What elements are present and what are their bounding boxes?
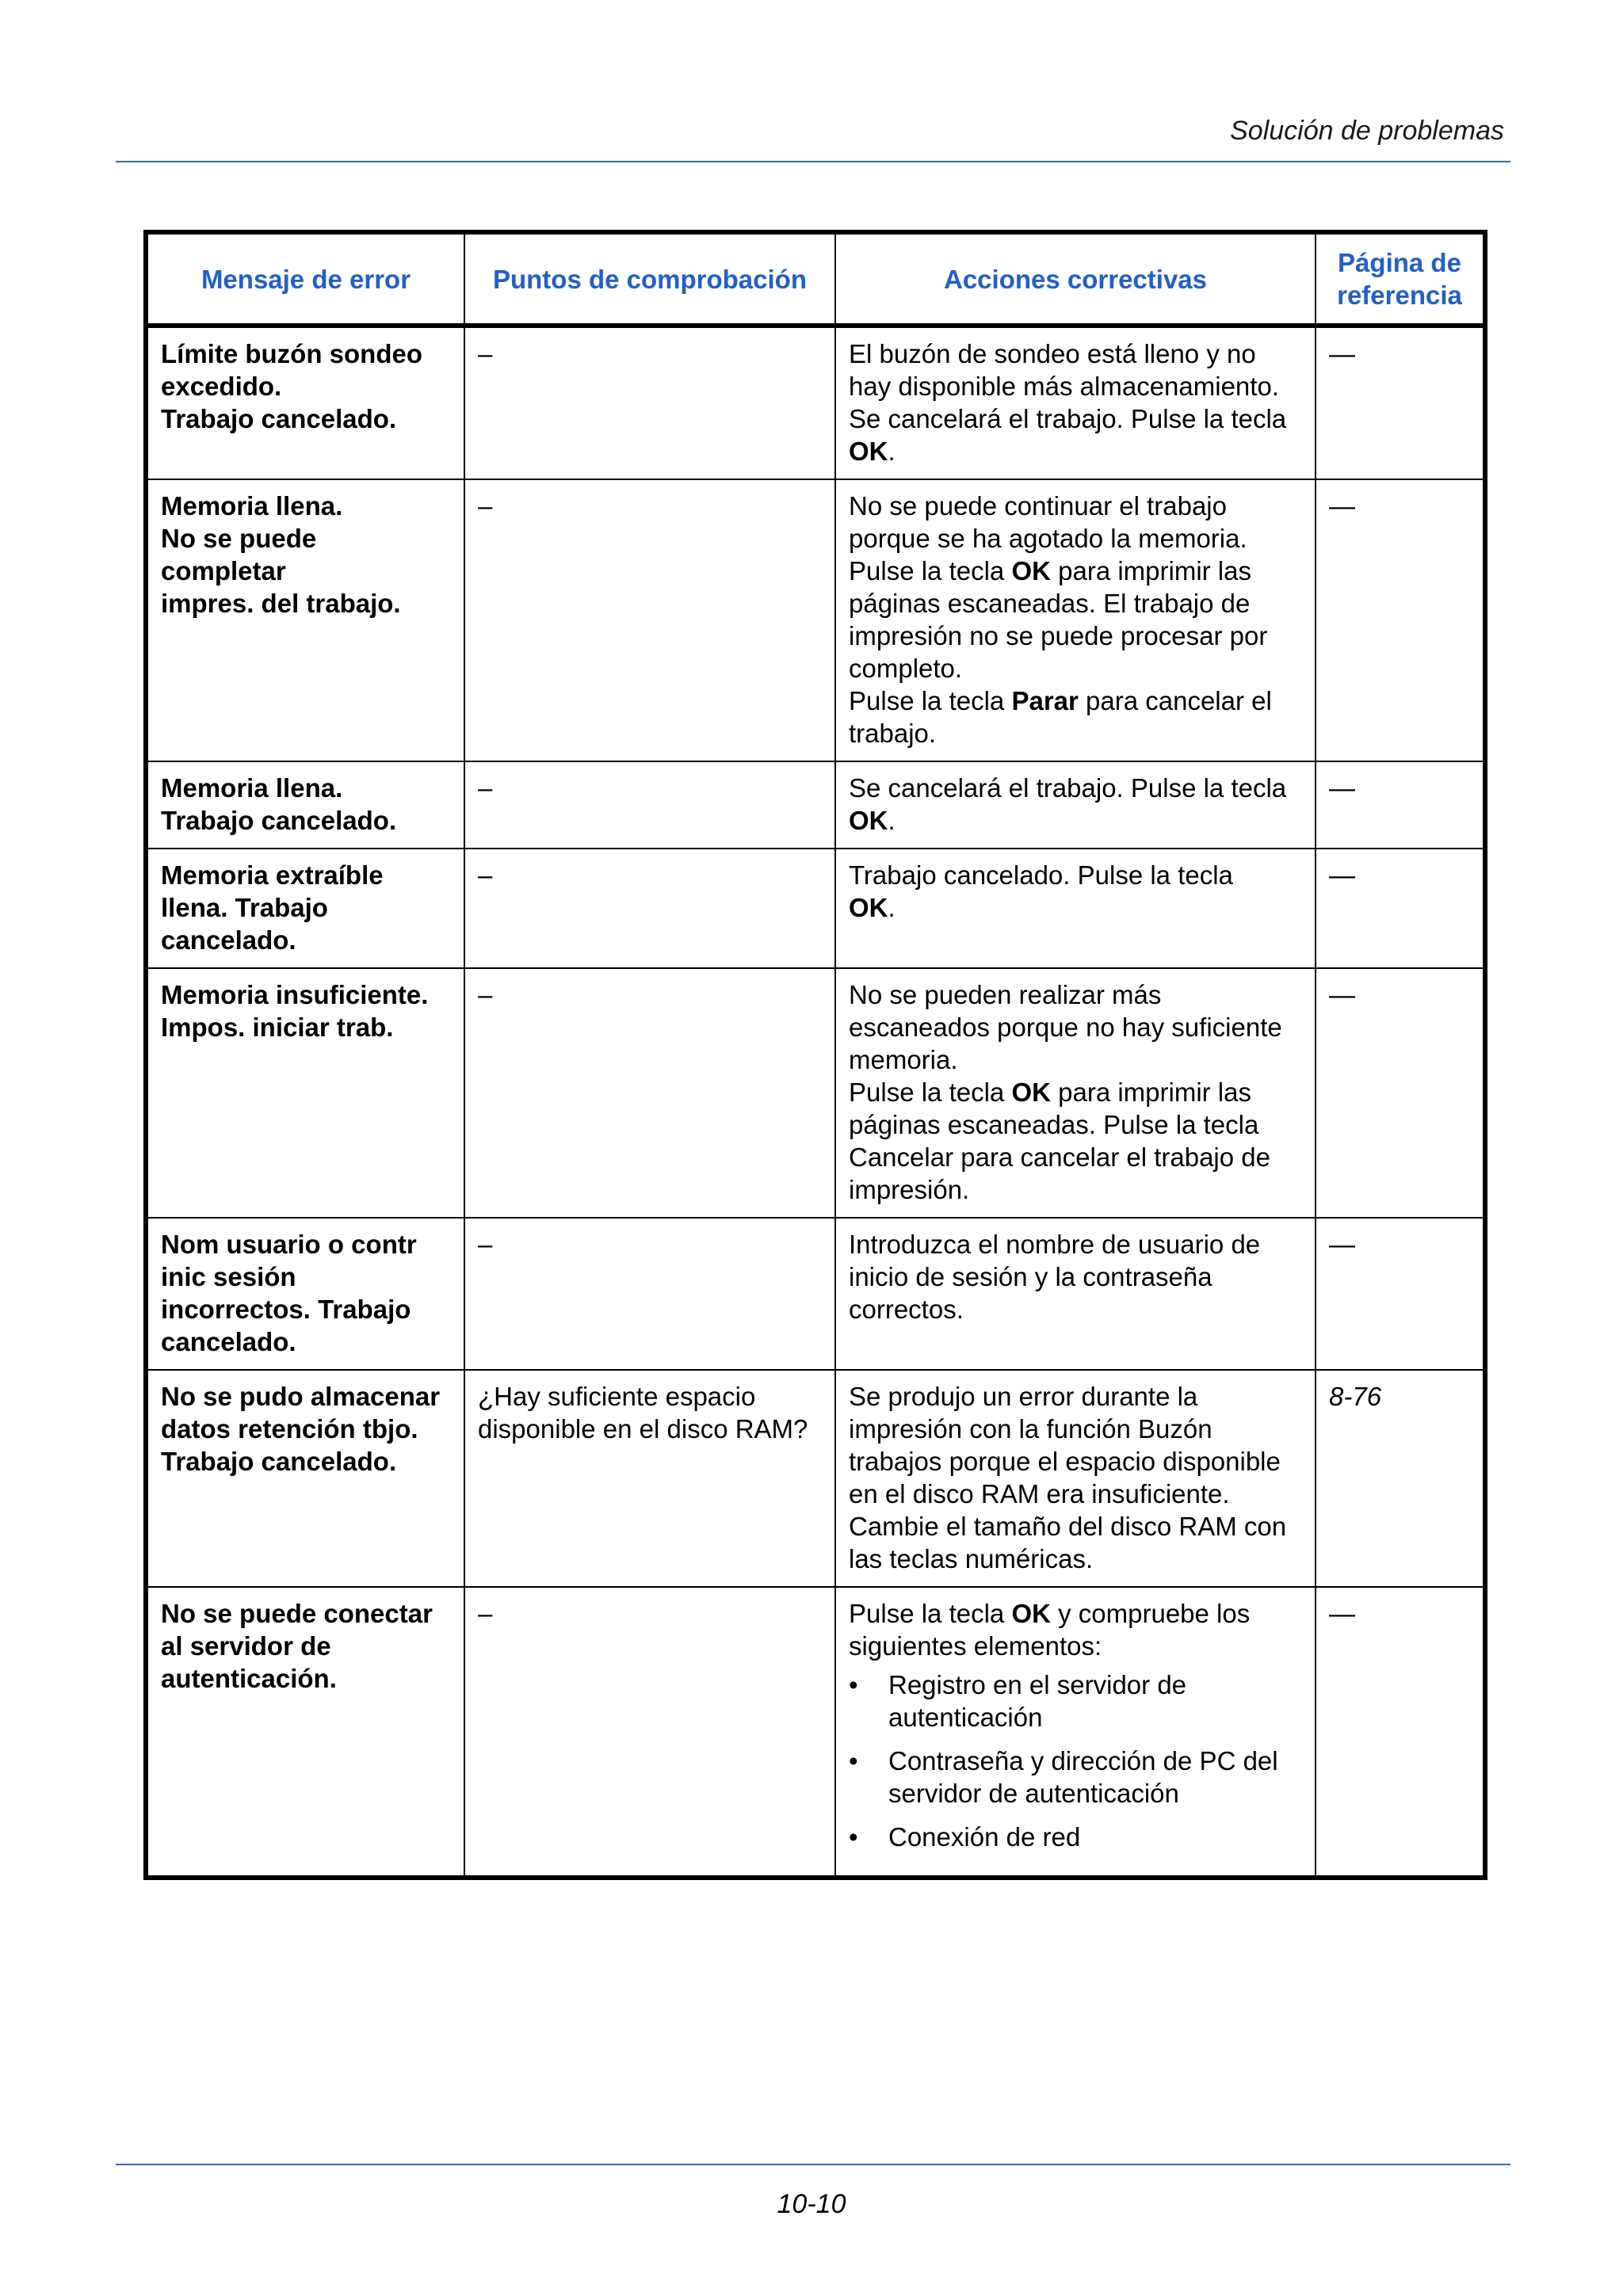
action-line xyxy=(849,435,1302,467)
action-line: Se produjo un error durante la xyxy=(849,1382,1198,1411)
check-point-line: disponible en el disco RAM? xyxy=(478,1414,808,1444)
table-row xyxy=(146,1587,1485,1878)
action-text: Pulse la tecla xyxy=(849,1599,1012,1628)
action-line: impresión no se puede procesar por xyxy=(849,621,1268,650)
page-number: 10-10 xyxy=(777,2189,846,2219)
error-message-line: Memoria insuficiente. xyxy=(161,980,429,1009)
error-message-line: inic sesión xyxy=(161,1262,296,1291)
list-item xyxy=(849,1669,1302,1733)
action-line: Introduzca el nombre de usuario de xyxy=(849,1230,1261,1259)
error-message-line: No se puede xyxy=(161,524,317,553)
error-message-line: Memoria llena. xyxy=(161,773,343,803)
error-message-cell xyxy=(146,1218,464,1370)
action-line: No se puede continuar el trabajo xyxy=(849,491,1227,521)
stop-key-label: Parar xyxy=(1011,686,1079,715)
action-text: y compruebe los xyxy=(1050,1599,1251,1628)
action-text: Pulse la tecla xyxy=(849,1077,1012,1107)
error-message-cell xyxy=(146,479,464,761)
header-rule xyxy=(116,161,1510,162)
action-line: completo. xyxy=(849,654,963,683)
error-message-line: autenticación. xyxy=(161,1664,337,1693)
action-text: Pulse la tecla xyxy=(849,686,1012,715)
error-message-line: incorrectos. Trabajo xyxy=(161,1295,411,1324)
action-line xyxy=(849,555,1302,587)
action-line xyxy=(849,804,1302,837)
action-line: El buzón de sondeo está lleno y no xyxy=(849,339,1256,368)
reference-cell: — xyxy=(1316,326,1485,479)
error-message-line: No se pudo almacenar xyxy=(161,1382,441,1411)
action-line: impresión. xyxy=(849,1175,970,1204)
column-header-reference xyxy=(1316,232,1485,326)
action-line: correctos. xyxy=(849,1295,964,1324)
list-item-line: • Conexión de red xyxy=(888,1822,1081,1852)
action-line: memoria. xyxy=(849,1045,958,1074)
check-point-cell: – xyxy=(464,479,835,761)
reference-cell: — xyxy=(1316,1218,1485,1370)
error-message-line: Nom usuario o contr xyxy=(161,1230,417,1259)
table-row xyxy=(146,326,1485,479)
reference-cell: — xyxy=(1316,479,1485,761)
check-items-list xyxy=(849,1669,1302,1853)
reference-cell: — xyxy=(1316,761,1485,849)
action-text: para imprimir las xyxy=(1050,556,1251,585)
column-header-checks: Puntos de comprobación xyxy=(464,232,835,326)
action-line: porque se ha agotado la memoria. xyxy=(849,524,1247,553)
action-text: Pulse la tecla xyxy=(849,556,1012,585)
error-message-line: impres. del trabajo. xyxy=(161,589,401,618)
list-item xyxy=(849,1821,1302,1853)
table-header-row xyxy=(146,232,1485,326)
reference-cell: 8-76 xyxy=(1316,1370,1485,1587)
error-message-line: Impos. iniciar trab. xyxy=(161,1013,394,1042)
column-header-actions: Acciones correctivas xyxy=(835,232,1316,326)
column-header-error: Mensaje de error xyxy=(146,232,464,326)
list-item xyxy=(849,1745,1302,1810)
list-item-line: • Contraseña y dirección de PC del xyxy=(888,1746,1278,1775)
action-line: Cambie el tamaño del disco RAM con xyxy=(849,1512,1287,1541)
ok-key-label: OK xyxy=(849,437,888,466)
error-message-line: excedido. xyxy=(161,372,282,401)
corrective-action-cell xyxy=(835,1218,1316,1370)
action-line: siguientes elementos: xyxy=(849,1631,1102,1661)
action-line: páginas escaneadas. Pulse la tecla xyxy=(849,1110,1259,1139)
check-point-cell: – xyxy=(464,1587,835,1878)
action-text: para cancelar el xyxy=(1078,686,1272,715)
table-row xyxy=(146,479,1485,761)
ok-key-label: OK xyxy=(849,893,888,922)
error-message-line: cancelado. xyxy=(161,1327,296,1356)
action-text: . xyxy=(888,806,896,835)
action-line: trabajos porque el espacio disponible xyxy=(849,1447,1281,1476)
action-line: inicio de sesión y la contraseña xyxy=(849,1262,1212,1291)
list-item-line: servidor de autenticación xyxy=(888,1779,1179,1808)
list-item-line: • Registro en el servidor de xyxy=(888,1670,1187,1699)
error-message-line: llena. Trabajo xyxy=(161,893,328,922)
action-line: trabajo. xyxy=(849,719,937,748)
action-line: Se cancelará el trabajo. Pulse la tecla xyxy=(849,404,1287,433)
action-line xyxy=(849,1076,1302,1108)
action-line: páginas escaneadas. El trabajo de xyxy=(849,589,1251,618)
error-message-cell xyxy=(146,968,464,1218)
error-message-cell xyxy=(146,326,464,479)
error-message-cell xyxy=(146,1587,464,1878)
column-header-reference-line: referencia xyxy=(1337,280,1462,310)
table-row xyxy=(146,849,1485,968)
check-point-cell: – xyxy=(464,761,835,849)
corrective-action-cell xyxy=(835,968,1316,1218)
corrective-action-cell xyxy=(835,1587,1316,1878)
error-message-line: Límite buzón sondeo xyxy=(161,339,422,368)
column-header-reference-line: Página de xyxy=(1338,248,1461,277)
action-line: Trabajo cancelado. Pulse la tecla xyxy=(849,860,1233,890)
check-point-cell: – xyxy=(464,849,835,968)
reference-cell: — xyxy=(1316,849,1485,968)
action-line: las teclas numéricas. xyxy=(849,1544,1094,1573)
error-message-line: Trabajo cancelado. xyxy=(161,806,397,835)
ok-key-label: OK xyxy=(849,806,888,835)
check-point-cell: – xyxy=(464,326,835,479)
table-row xyxy=(146,1218,1485,1370)
error-message-line: No se puede conectar xyxy=(161,1599,433,1628)
action-line: en el disco RAM era insuficiente. xyxy=(849,1479,1230,1508)
action-line: escaneados porque no hay suficiente xyxy=(849,1013,1282,1042)
reference-cell: — xyxy=(1316,968,1485,1218)
error-message-line: completar xyxy=(161,556,286,585)
action-line: No se pueden realizar más xyxy=(849,980,1162,1009)
action-line: Cancelar para cancelar el trabajo de xyxy=(849,1142,1270,1172)
ok-key-label: OK xyxy=(1011,1599,1051,1628)
action-line: Se cancelará el trabajo. Pulse la tecla xyxy=(849,773,1287,803)
action-line xyxy=(849,891,1302,924)
action-text: . xyxy=(888,437,896,466)
corrective-action-cell xyxy=(835,479,1316,761)
error-message-line: cancelado. xyxy=(161,925,296,955)
corrective-action-cell xyxy=(835,326,1316,479)
ok-key-label: OK xyxy=(1011,1077,1051,1107)
error-message-line: Memoria llena. xyxy=(161,491,343,521)
check-point-cell: – xyxy=(464,1218,835,1370)
section-title: Solución de problemas xyxy=(1230,116,1504,146)
error-message-cell xyxy=(146,849,464,968)
list-item-line: autenticación xyxy=(888,1703,1043,1732)
corrective-action-cell xyxy=(835,849,1316,968)
action-text: para imprimir las xyxy=(1050,1077,1251,1107)
reference-cell: — xyxy=(1316,1587,1485,1878)
action-line xyxy=(849,1597,1302,1630)
error-message-line: Memoria extraíble xyxy=(161,860,384,890)
action-text: . xyxy=(888,893,896,922)
footer-rule xyxy=(116,2164,1510,2165)
corrective-action-cell xyxy=(835,761,1316,849)
action-line xyxy=(849,685,1302,717)
error-message-line: Trabajo cancelado. xyxy=(161,1447,397,1476)
check-point-line: ¿Hay suficiente espacio xyxy=(478,1382,756,1411)
error-table xyxy=(143,230,1487,1880)
error-message-line: datos retención tbjo. xyxy=(161,1414,418,1444)
action-line: impresión con la función Buzón xyxy=(849,1414,1212,1444)
table-row xyxy=(146,968,1485,1218)
error-message-line: Trabajo cancelado. xyxy=(161,404,397,433)
check-point-cell: – xyxy=(464,968,835,1218)
corrective-action-cell xyxy=(835,1370,1316,1587)
action-line: hay disponible más almacenamiento. xyxy=(849,372,1279,401)
check-point-cell xyxy=(464,1370,835,1587)
table-row xyxy=(146,761,1485,849)
table-row xyxy=(146,1370,1485,1587)
error-message-line: al servidor de xyxy=(161,1631,331,1661)
error-message-cell xyxy=(146,1370,464,1587)
error-message-cell xyxy=(146,761,464,849)
ok-key-label: OK xyxy=(1011,556,1051,585)
